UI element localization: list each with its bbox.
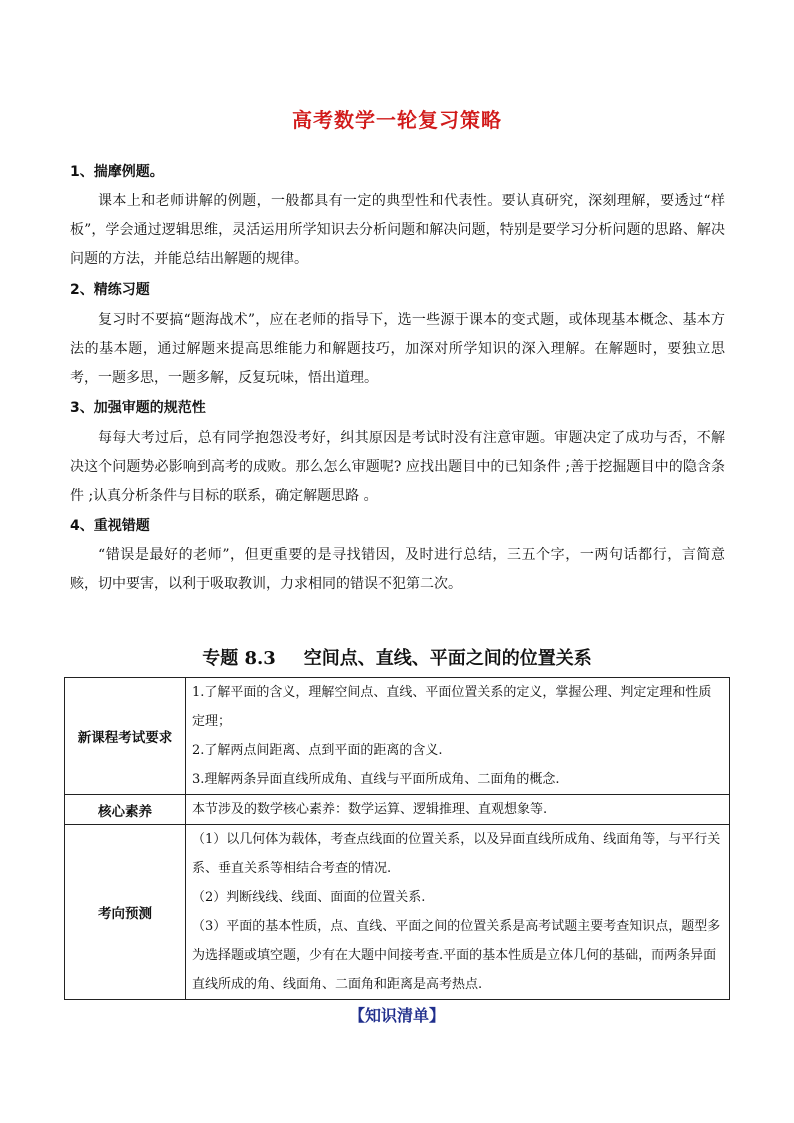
- knowledge-list-heading: 【知识清单】: [348, 1006, 445, 1025]
- section-paragraph-1: 课本上和老师讲解的例题，一般都具有一定的典型性和代表性。要认真研究，深刻理解，要透过“样板”，学会通过逻辑思维，灵活运用所学知识去分析问题和解决问题，特别是要学习分析问题的思路、解决问题的方法，并能总结出解题的规律。: [70, 193, 725, 267]
- section-heading-1: 1、揣摩例题。: [70, 164, 164, 180]
- table-line: （2）判断线线、线面、面面的位置关系.: [192, 890, 426, 905]
- section-paragraph-2: 复习时不要搞“题海战术”，应在老师的指导下，选一些源于课本的变式题，或体现基本概念、基本方法的基本题，通过解题来提高思维能力和解题技巧，加深对所学知识的深入理解。在解题时，要独立思考，一题多思，一题多解，反复玩味，悟出道理。: [70, 312, 725, 386]
- table-line: （1）以几何体为载体，考查点线面的位置关系，以及异面直线所成角、线面角等，与平行关系、垂直关系等相结合考查的情况.: [192, 832, 721, 876]
- row-content-exam-requirements: [186, 678, 730, 795]
- row-label-forecast: 考向预测: [65, 825, 186, 1000]
- section-paragraph-3: 每每大考过后，总有同学抱怨没考好，纠其原因是考试时没有注意审题。审题决定了成功与否，不解决这个问题势必影响到高考的成败。那么怎么审题呢? 应找出题目中的已知条件 ;善于挖掘题目中的隐含条件 ;认真分析条件与目标的联系，确定解题思路 。: [70, 430, 725, 504]
- table-line: 3.理解两条异面直线所成角、直线与平面所成角、二面角的概念.: [192, 772, 560, 787]
- row-label-core-literacy: 核心素养: [65, 795, 186, 825]
- topic-name: 空间点、直线、平面之间的位置关系: [303, 648, 592, 669]
- topic-title: [0, 644, 794, 670]
- row-label-exam-requirements: 新课程考试要求: [65, 678, 186, 795]
- topic-number: 专题 8.3: [202, 648, 276, 669]
- table-line: 本节涉及的数学核心素养：数学运算、逻辑推理、直观想象等.: [192, 802, 548, 817]
- row-content-forecast: [186, 825, 730, 1000]
- table-row: [65, 678, 730, 795]
- section-paragraph-4: “错误是最好的老师”，但更重要的是寻找错因，及时进行总结，三五个字，一两句话都行，言简意赅，切中要害，以利于吸取教训，力求相同的错误不犯第二次。: [70, 547, 725, 592]
- requirements-table: [64, 677, 730, 1000]
- table-line: 1.了解平面的含义，理解空间点、直线、平面位置关系的定义，掌握公理、判定定理和性质定理；: [192, 685, 712, 729]
- table-line: （3）平面的基本性质，点、直线、平面之间的位置关系是高考试题主要考查知识点，题型多为选择题或填空题，少有在大题中间接考查.平面的基本性质是立体几何的基础，而两条异面直线所成的角、线面角、二面角和距离是高考热点.: [192, 919, 721, 992]
- table-row: [65, 795, 730, 825]
- section-heading-4: 4、重视错题: [70, 518, 150, 534]
- page-title: 高考数学一轮复习策略: [292, 108, 502, 132]
- section-heading-2: 2、精练习题: [70, 282, 150, 298]
- row-content-core-literacy: [186, 795, 730, 825]
- section-heading-3: 3、加强审题的规范性: [70, 400, 206, 416]
- table-line: 2.了解两点间距离、点到平面的距离的含义.: [192, 743, 443, 758]
- table-row: [65, 825, 730, 1000]
